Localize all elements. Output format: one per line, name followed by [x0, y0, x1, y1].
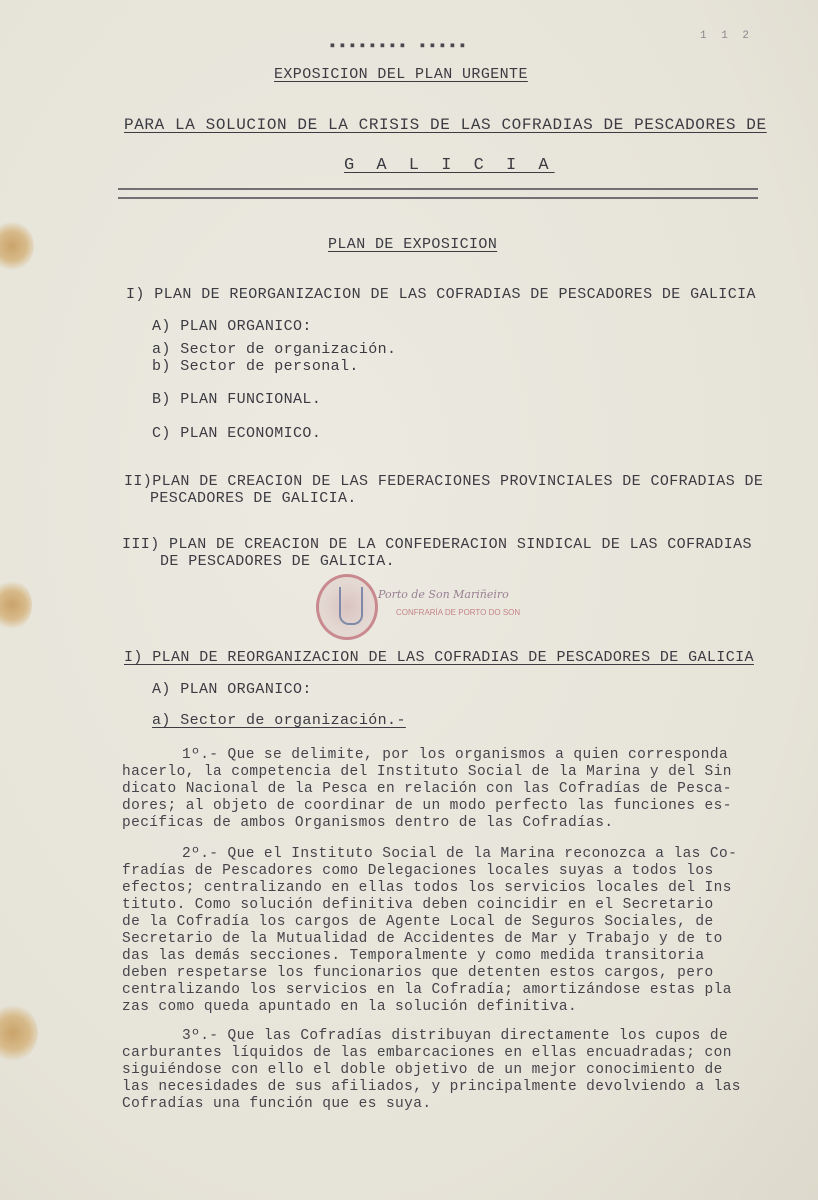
seal-emblem-icon: [316, 574, 378, 640]
paragraph-2-line: deben respetarse los funcionarios que detenten estos cargos, pero: [122, 965, 714, 981]
section-subheading-a: A) PLAN ORGANICO:: [152, 681, 312, 698]
paragraph-2-line: de la Cofradía los cargos de Agente Local de Seguros Sociales, de: [122, 914, 714, 930]
section-heading: I) PLAN DE REORGANIZACION DE LAS COFRADIAS DE PESCADORES DE GALICIA: [124, 649, 754, 666]
page-number-mark: 1 1 2: [700, 30, 754, 42]
paragraph-1-line: pecíficas de ambos Organismos dentro de las Cofradías.: [122, 815, 614, 831]
paragraph-2-line: efectos; centralizando en ellas todos los servicios locales del Ins: [122, 880, 732, 896]
top-stamp-mark: ▪▪▪▪▪▪▪▪ ▪▪▪▪▪: [328, 38, 469, 55]
anchor-icon: [339, 587, 363, 625]
title-line-2: PARA LA SOLUCION DE LA CRISIS DE LAS COFRADIAS DE PESCADORES DE: [124, 116, 767, 134]
paragraph-2-line: zas como queda apuntado en la solución definitiva.: [122, 999, 578, 1015]
punch-hole-stain: [0, 222, 34, 270]
seal-subtext: CONFRARÍA DE PORTO DO SON: [396, 608, 521, 617]
outline-item-2-cont: PESCADORES DE GALICIA.: [150, 490, 357, 507]
paragraph-1-line: dores; al objeto de coordinar de un modo perfecto las funciones es-: [122, 798, 732, 814]
outline-item-1c: C) PLAN ECONOMICO.: [152, 425, 322, 442]
outline-item-1a-a: a) Sector de organización.: [152, 341, 397, 358]
paragraph-1-line: dicato Nacional de la Pesca en relación con las Cofradías de Pesca-: [122, 781, 732, 797]
confraria-seal-stamp: [312, 574, 521, 644]
paragraph-3-line: 3º.- Que las Cofradías distribuyan directamente los cupos de: [182, 1028, 729, 1044]
outline-item-2: II)PLAN DE CREACION DE LAS FEDERACIONES PROVINCIALES DE COFRADIAS DE: [124, 473, 764, 490]
outline-item-3: III) PLAN DE CREACION DE LA CONFEDERACION SINDICAL DE LAS COFRADIAS: [122, 536, 752, 553]
section-subheading-sector: a) Sector de organización.-: [152, 712, 406, 729]
paragraph-2-line: 2º.- Que el Instituto Social de la Marina reconozca a las Co-: [182, 846, 738, 862]
paragraph-3-line: las necesidades de sus afiliados, y principalmente devolviendo a las: [122, 1079, 741, 1095]
outline-item-3-cont: DE PESCADORES DE GALICIA.: [160, 553, 396, 570]
outline-item-1a: A) PLAN ORGANICO:: [152, 318, 312, 335]
paragraph-3-line: carburantes líquidos de las embarcaciones en ellas encuadradas; con: [122, 1045, 732, 1061]
outline-item-1a-b: b) Sector de personal.: [152, 358, 359, 375]
outline-item-1b: B) PLAN FUNCIONAL.: [152, 391, 322, 408]
paragraph-2-line: fradías de Pescadores como Delegaciones locales suyas a todos los: [122, 863, 714, 879]
seal-name: Porto de Son Mariñeiro: [378, 588, 509, 601]
double-rule-divider: [118, 188, 758, 199]
paragraph-3-line: siguiéndose con ello el doble objetivo de un mejor conocimiento de: [122, 1062, 723, 1078]
paragraph-2-line: das las demás secciones. Temporalmente y como medida transitoria: [122, 948, 705, 964]
paragraph-1-line: 1º.- Que se delimite, por los organismos a quien corresponda: [182, 747, 729, 763]
paragraph-2-line: Secretario de la Mutualidad de Accidentes de Mar y Trabajo y de to: [122, 931, 723, 947]
paragraph-1-line: hacerlo, la competencia del Instituto Social de la Marina y del Sin: [122, 764, 732, 780]
plan-subtitle: PLAN DE EXPOSICION: [328, 236, 498, 253]
paragraph-2-line: centralizando los servicios en la Cofradía; amortizándose estas pla: [122, 982, 732, 998]
punch-hole-stain: [0, 580, 32, 630]
title-line-3: G A L I C I A: [344, 156, 555, 175]
punch-hole-stain: [0, 1005, 38, 1061]
paragraph-3-line: Cofradías una función que es suya.: [122, 1096, 432, 1112]
title-line-1: EXPOSICION DEL PLAN URGENTE: [274, 66, 528, 83]
outline-item-1: I) PLAN DE REORGANIZACION DE LAS COFRADIAS DE PESCADORES DE GALICIA: [126, 286, 756, 303]
paragraph-2-line: tituto. Como solución definitiva deben coincidir en el Secretario: [122, 897, 714, 913]
